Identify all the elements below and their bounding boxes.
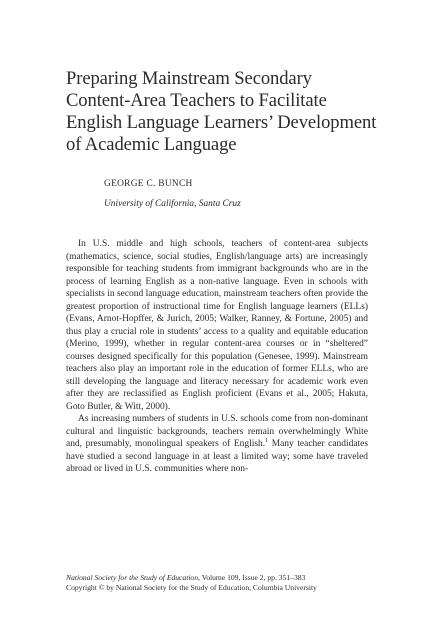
- article-body: [66, 238, 368, 476]
- title-line: Preparing Mainstream Secondary: [66, 68, 312, 89]
- body-paragraph: [66, 413, 368, 476]
- footnote-marker[interactable]: 1: [265, 437, 269, 444]
- title-line: of Academic Language: [66, 134, 237, 155]
- author-name: GEORGE C. BUNCH: [104, 179, 193, 189]
- journal-name: National Society for the Study of Education: [66, 573, 199, 582]
- article-title: [66, 68, 406, 156]
- body-paragraph: In U.S. middle and high schools, teachers of content-area subjects (mathematics, science, social studies, English/language arts) are increasingly responsible for teaching students from immigrant backgrounds who are in the process of learning English as a non-native language. Even in schools with specialists in second language education, mainstream teachers often provide the greatest proportion of instructional time for English language learners (ELLs) (Evans, Arnot-Hopffer, & Jurich, 2005; Walker, Ranney, & Fortune, 2005) and thus play a crucial role in students’ access to a quality and equitable education (Merino, 1999), whether in regular content-area courses or in “sheltered” courses designed specifically for this population (Genesee, 1999). Mainstream teachers also play an important role in the education of former ELLs, who are still developing the language and literacy necessary for academic work even after they are reclassified as English proficient (Evans et al., 2005; Hakuta, Goto Butler, & Witt, 2000).: [66, 239, 368, 412]
- copyright-line: Copyright © by National Society for the Study of Education, Columbia University: [66, 583, 317, 593]
- journal-citation: [66, 573, 406, 583]
- title-line: English Language Learners’ Development: [66, 112, 377, 133]
- paragraph-text: Many teacher candidates have studied a second language in at least a limited way; some have traveled abroad or lived in U.S. communities where non-: [66, 439, 368, 474]
- paragraph-text: As increasing numbers of students in U.S. schools come from non-dominant cultural and linguistic backgrounds, teachers remain overwhelmingly White and, presumably, monolingual speakers of English.: [66, 414, 368, 449]
- page-footer: [66, 573, 406, 593]
- volume-issue-pages: , Volume 109, Issue 2, pp. 351–383: [198, 573, 306, 582]
- author-affiliation: University of California, Santa Cruz: [104, 199, 241, 209]
- title-line: Content-Area Teachers to Facilitate: [66, 90, 327, 111]
